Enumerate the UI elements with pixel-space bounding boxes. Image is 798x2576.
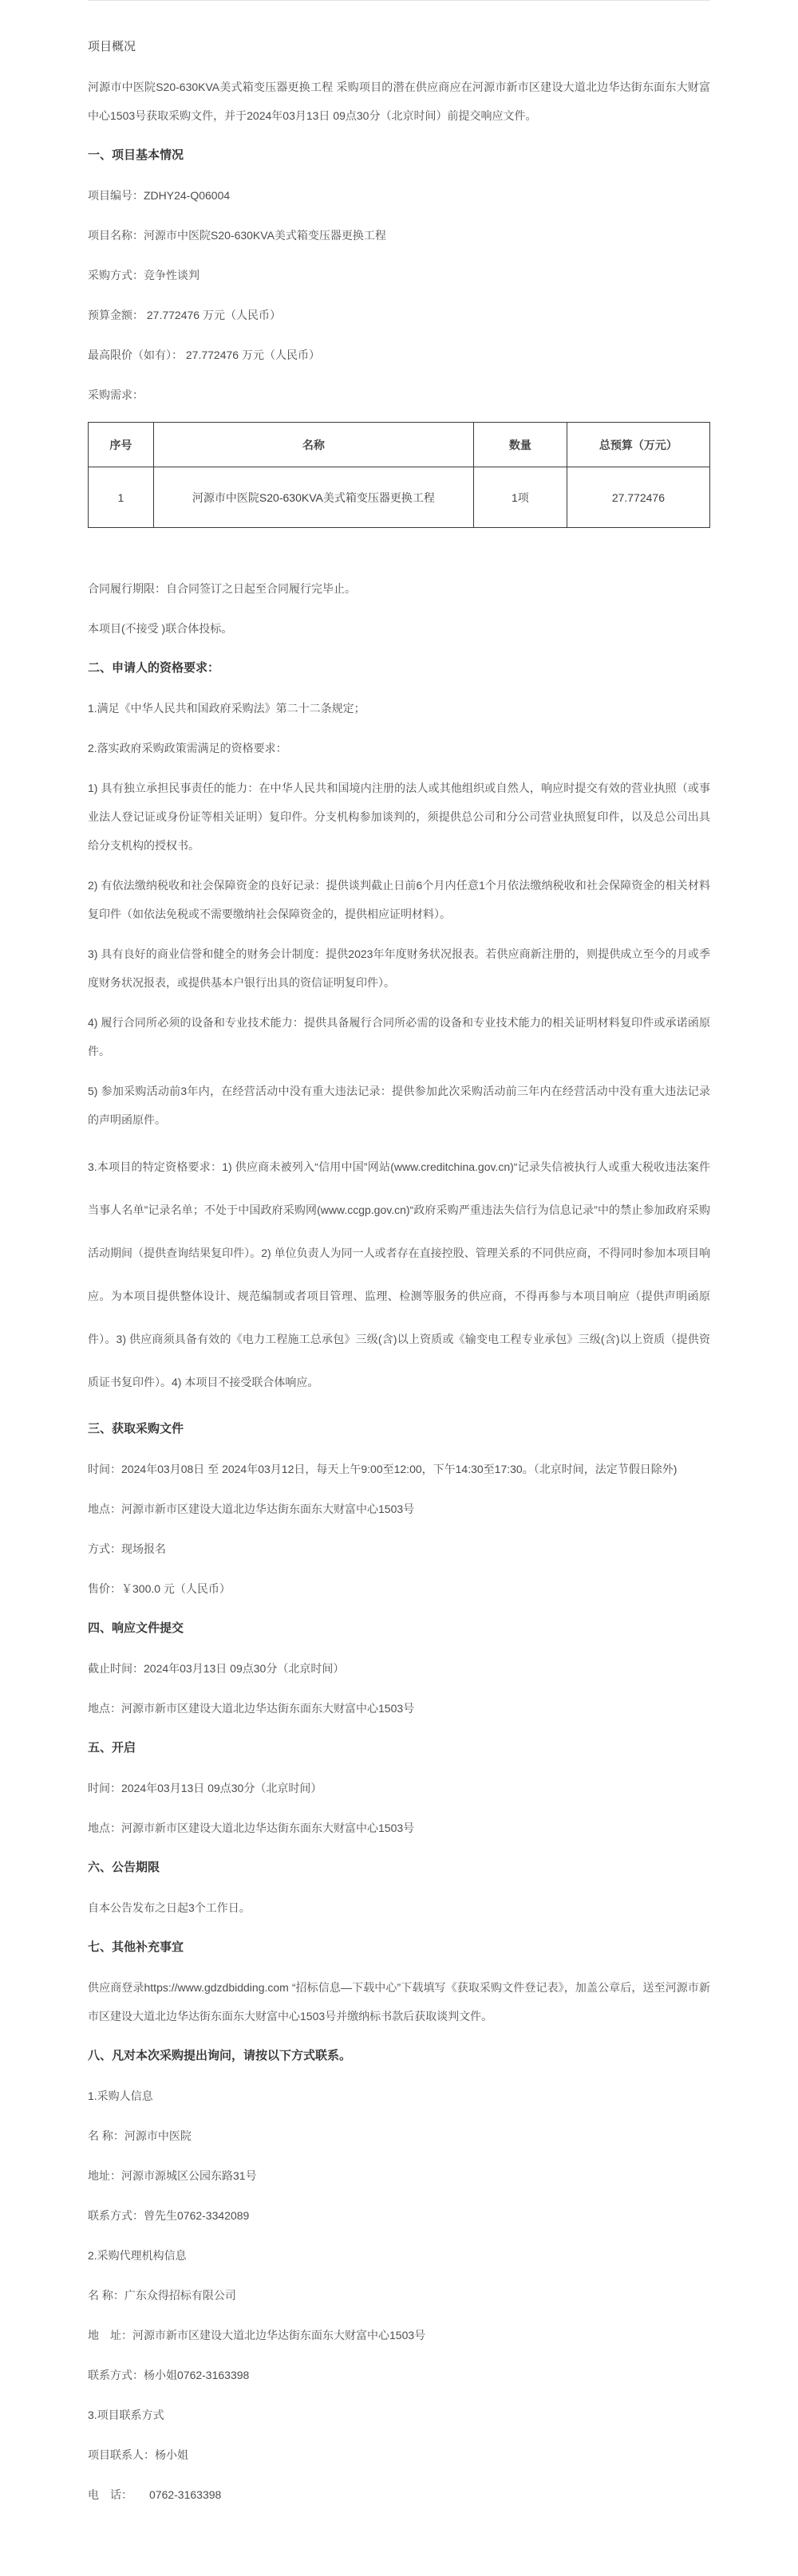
project-contact-phone: 电 话： 0762-3163398 xyxy=(88,2488,222,2501)
qualification-item-2-5: 5) 参加采购活动前3年内，在经营活动中没有重大违法记录：提供参加此次采购活动前三年内在经营活动中没有重大违法记录的声明函原件。 xyxy=(88,1085,710,1126)
requirements-label: 采购需求： xyxy=(88,388,144,401)
table-header-qty: 数量 xyxy=(473,423,567,467)
other-matters-text: 供应商登录https://www.gdzdbidding.com “招标信息—下载中心”下载填写《获取采购文件登记表》，加盖公章后，送至河源市新市区建设大道北边华达街东面东大财富中心1503号并缴纳标书款后获取谈判文件。 xyxy=(88,1981,710,2023)
submit-place: 地点：河源市新市区建设大道北边华达街东面东大财富中心1503号 xyxy=(88,1702,415,1715)
submit-deadline: 截止时间：2024年03月13日 09点30分（北京时间） xyxy=(88,1662,345,1675)
agency-contact: 联系方式：杨小姐0762-3163398 xyxy=(88,2369,250,2381)
procurement-method: 采购方式：竞争性谈判 xyxy=(88,269,200,282)
purchaser-contact: 联系方式：曾先生0762-3342089 xyxy=(88,2209,250,2222)
purchaser-info-label: 1.采购人信息 xyxy=(88,2090,153,2102)
procurement-requirements-table xyxy=(88,422,710,528)
table-header-name: 名称 xyxy=(153,423,473,467)
project-contact-label: 3.项目联系方式 xyxy=(88,2409,164,2421)
qualification-item-3: 3.本项目的特定资格要求：1) 供应商未被列入“信用中国”网站(www.creditchina.gov.cn)“记录失信被执行人或重大税收违法案件当事人名单”记录名单；不处于中国政府采购网(www.ccgp.gov.cn)“政府采购严重违法失信行为信息记录”中的禁止参加政府采购活动期间（提供查询结果复印件）。2) 单位负责人为同一人或者存在直接控股、管理关系的不同供应商，不得同时参加本项目响应。为本项目提供整体设计、规范编制或者项目管理、监理、检测等服务的供应商，不得再参与本项目响应（提供声明函原件）。3) 供应商须具备有效的《电力工程施工总承包》三级(含)以上资质或《输变电工程专业承包》三级(含)以上资质（提供资质证书复印件）。4) 本项目不接受联合体响应。 xyxy=(88,1160,710,1388)
section-1-heading: 一、项目基本情况 xyxy=(88,148,184,162)
section-8-heading: 八、凡对本次采购提出询问，请按以下方式联系。 xyxy=(88,2049,352,2062)
qualification-item-2-4: 4) 履行合同所必须的设备和专业技术能力：提供具备履行合同所必需的设备和专业技术能力的相关证明材料复印件或承诺函原件。 xyxy=(88,1016,710,1058)
project-number: 项目编号：ZDHY24-Q06004 xyxy=(88,189,231,202)
section-5-heading: 五、开启 xyxy=(88,1741,136,1755)
purchaser-address: 地址：河源市源城区公园东路31号 xyxy=(88,2169,257,2182)
purchaser-name: 名 称：河源市中医院 xyxy=(88,2129,192,2142)
section-6-heading: 六、公告期限 xyxy=(88,1861,160,1874)
max-price: 最高限价（如有）： 27.772476 万元（人民币） xyxy=(88,349,320,361)
opening-time: 时间：2024年03月13日 09点30分（北京时间） xyxy=(88,1782,322,1794)
requirements-table-wrapper xyxy=(88,422,710,528)
notice-period-text: 自本公告发布之日起3个工作日。 xyxy=(88,1901,251,1914)
table-cell-seq: 1 xyxy=(89,467,154,528)
section-3-heading: 三、获取采购文件 xyxy=(88,1422,184,1436)
agency-address: 地 址：河源市新市区建设大道北边华达街东面东大财富中心1503号 xyxy=(88,2329,426,2342)
obtain-method: 方式：现场报名 xyxy=(88,1542,166,1555)
contract-period: 合同履行期限：自合同签订之日起至合同履行完毕止。 xyxy=(88,582,356,595)
project-overview-title: 项目概况 xyxy=(88,40,136,53)
qualification-item-2-3: 3) 具有良好的商业信誉和健全的财务会计制度：提供2023年年度财务状况报表。若供应商新注册的，则提供成立至今的月或季度财务状况报表，或提供基本户银行出具的资信证明复印件）。 xyxy=(88,947,710,989)
qualification-item-2: 2.落实政府采购政策需满足的资格要求： xyxy=(88,742,287,754)
table-header-seq: 序号 xyxy=(89,423,154,467)
qualification-item-2-1: 1) 具有独立承担民事责任的能力：在中华人民共和国境内注册的法人或其他组织或自然人，响应时提交有效的营业执照（或事业法人登记证或身份证等相关证明）复印件。分支机构参加谈判的，须提供总公司和分公司营业执照复印件，以及总公司出具给分支机构的授权书。 xyxy=(88,782,710,852)
opening-place: 地点：河源市新市区建设大道北边华达街东面东大财富中心1503号 xyxy=(88,1822,415,1834)
project-name: 项目名称：河源市中医院S20-630KVA美式箱变压器更换工程 xyxy=(88,229,386,242)
section-4-heading: 四、响应文件提交 xyxy=(88,1621,184,1635)
agency-info-label: 2.采购代理机构信息 xyxy=(88,2249,187,2262)
table-cell-qty: 1项 xyxy=(473,467,567,528)
agency-name: 名 称：广东众得招标有限公司 xyxy=(88,2289,236,2302)
qualification-item-2-2: 2) 有依法缴纳税收和社会保障资金的良好记录：提供谈判截止日前6个月内任意1个月依法缴纳税收和社会保障资金的相关材料复印件（如依法免税或不需要缴纳社会保障资金的，提供相应证明材料）。 xyxy=(88,879,710,920)
project-overview-intro: 河源市中医院S20-630KVA美式箱变压器更换工程 采购项目的潜在供应商应在河源市新市区建设大道北边华达街东面东大财富中心1503号获取采购文件，并于2024年03月13日 09点30分（北京时间）前提交响应文件。 xyxy=(88,81,710,122)
table-cell-name: 河源市中医院S20-630KVA美式箱变压器更换工程 xyxy=(153,467,473,528)
table-header-budget: 总预算（万元） xyxy=(567,423,709,467)
budget-amount: 预算金额： 27.772476 万元（人民币） xyxy=(88,309,281,321)
qualification-item-1: 1.满足《中华人民共和国政府采购法》第二十二条规定； xyxy=(88,702,365,715)
section-2-heading: 二、申请人的资格要求： xyxy=(88,661,220,675)
project-contact-person: 项目联系人：杨小姐 xyxy=(88,2448,188,2461)
obtain-time: 时间：2024年03月08日 至 2024年03月12日，每天上午9:00至12:00，下午14:30至17:30。（北京时间，法定节假日除外) xyxy=(88,1463,678,1475)
section-7-heading: 七、其他补充事宜 xyxy=(88,1940,184,1954)
obtain-place: 地点：河源市新市区建设大道北边华达街东面东大财富中心1503号 xyxy=(88,1503,415,1515)
obtain-price: 售价：￥300.0 元（人民币） xyxy=(88,1582,231,1595)
consortium-statement: 本项目(不接受 )联合体投标。 xyxy=(88,622,233,635)
table-cell-budget: 27.772476 xyxy=(567,467,709,528)
table-header-row xyxy=(89,423,710,467)
announcement-document xyxy=(88,0,710,2576)
table-row xyxy=(89,467,710,528)
